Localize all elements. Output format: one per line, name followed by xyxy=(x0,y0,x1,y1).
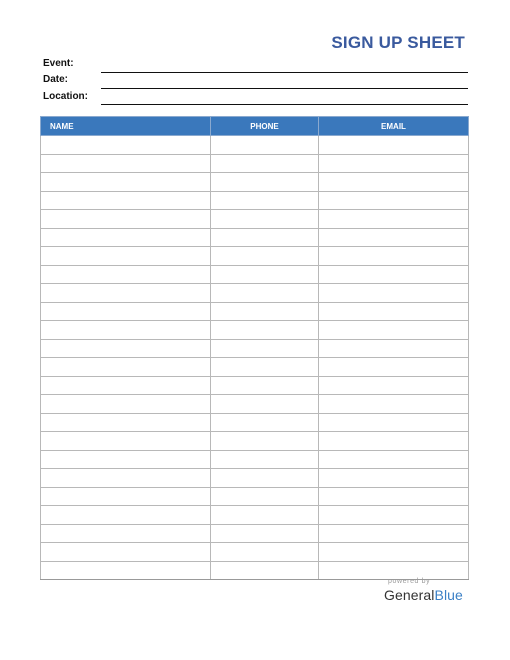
email-cell[interactable] xyxy=(319,228,469,247)
email-cell[interactable] xyxy=(319,173,469,192)
table-row xyxy=(41,561,469,580)
table-row xyxy=(41,265,469,284)
phone-cell[interactable] xyxy=(211,561,319,580)
phone-cell[interactable] xyxy=(211,395,319,414)
email-cell[interactable] xyxy=(319,432,469,451)
name-cell[interactable] xyxy=(41,284,211,303)
table-row xyxy=(41,302,469,321)
table-row xyxy=(41,506,469,525)
phone-cell[interactable] xyxy=(211,321,319,340)
brand-general-text: General xyxy=(384,587,435,603)
name-cell[interactable] xyxy=(41,265,211,284)
event-label: Event: xyxy=(43,58,74,69)
table-body xyxy=(41,136,469,580)
table-row xyxy=(41,395,469,414)
table-row xyxy=(41,247,469,266)
phone-cell[interactable] xyxy=(211,284,319,303)
email-cell[interactable] xyxy=(319,543,469,562)
location-label: Location: xyxy=(43,91,88,102)
phone-cell[interactable] xyxy=(211,228,319,247)
email-cell[interactable] xyxy=(319,154,469,173)
table-header-row xyxy=(41,117,469,136)
phone-cell[interactable] xyxy=(211,210,319,229)
name-cell[interactable] xyxy=(41,561,211,580)
email-cell[interactable] xyxy=(319,376,469,395)
table-row xyxy=(41,358,469,377)
table-row xyxy=(41,339,469,358)
table-row xyxy=(41,136,469,155)
phone-cell[interactable] xyxy=(211,487,319,506)
email-cell[interactable] xyxy=(319,469,469,488)
name-cell[interactable] xyxy=(41,487,211,506)
email-cell[interactable] xyxy=(319,395,469,414)
name-cell[interactable] xyxy=(41,302,211,321)
page-title: SIGN UP SHEET xyxy=(331,33,465,52)
table-row xyxy=(41,154,469,173)
phone-cell[interactable] xyxy=(211,543,319,562)
name-cell[interactable] xyxy=(41,210,211,229)
name-cell[interactable] xyxy=(41,450,211,469)
table-row xyxy=(41,376,469,395)
name-cell[interactable] xyxy=(41,432,211,451)
email-cell[interactable] xyxy=(319,191,469,210)
table-row xyxy=(41,284,469,303)
name-cell[interactable] xyxy=(41,376,211,395)
name-cell[interactable] xyxy=(41,191,211,210)
date-field[interactable] xyxy=(101,88,468,89)
name-cell[interactable] xyxy=(41,395,211,414)
email-cell[interactable] xyxy=(319,284,469,303)
event-field[interactable] xyxy=(101,72,468,73)
generalblue-logo xyxy=(384,587,463,603)
powered-by-text: powered by xyxy=(388,578,431,585)
phone-cell[interactable] xyxy=(211,450,319,469)
name-cell[interactable] xyxy=(41,413,211,432)
table-row xyxy=(41,450,469,469)
email-cell[interactable] xyxy=(319,265,469,284)
brand-blue-text: Blue xyxy=(434,587,463,603)
name-cell[interactable] xyxy=(41,543,211,562)
phone-cell[interactable] xyxy=(211,302,319,321)
email-cell[interactable] xyxy=(319,561,469,580)
email-cell[interactable] xyxy=(319,302,469,321)
column-header-name: NAME xyxy=(41,117,211,136)
table-row xyxy=(41,524,469,543)
name-cell[interactable] xyxy=(41,339,211,358)
phone-cell[interactable] xyxy=(211,191,319,210)
phone-cell[interactable] xyxy=(211,413,319,432)
phone-cell[interactable] xyxy=(211,339,319,358)
table-row xyxy=(41,173,469,192)
email-cell[interactable] xyxy=(319,136,469,155)
table-row xyxy=(41,228,469,247)
email-cell[interactable] xyxy=(319,210,469,229)
table-row xyxy=(41,543,469,562)
name-cell[interactable] xyxy=(41,358,211,377)
phone-cell[interactable] xyxy=(211,173,319,192)
email-cell[interactable] xyxy=(319,506,469,525)
email-cell[interactable] xyxy=(319,358,469,377)
table-row xyxy=(41,413,469,432)
name-cell[interactable] xyxy=(41,247,211,266)
table-row xyxy=(41,210,469,229)
name-cell[interactable] xyxy=(41,228,211,247)
phone-cell[interactable] xyxy=(211,506,319,525)
phone-cell[interactable] xyxy=(211,136,319,155)
email-cell[interactable] xyxy=(319,487,469,506)
name-cell[interactable] xyxy=(41,321,211,340)
name-cell[interactable] xyxy=(41,154,211,173)
table-row xyxy=(41,487,469,506)
phone-cell[interactable] xyxy=(211,469,319,488)
email-cell[interactable] xyxy=(319,321,469,340)
phone-cell[interactable] xyxy=(211,432,319,451)
email-cell[interactable] xyxy=(319,450,469,469)
name-cell[interactable] xyxy=(41,173,211,192)
phone-cell[interactable] xyxy=(211,358,319,377)
column-header-phone: PHONE xyxy=(211,117,319,136)
column-header-email: EMAIL xyxy=(319,117,469,136)
name-cell[interactable] xyxy=(41,506,211,525)
phone-cell[interactable] xyxy=(211,154,319,173)
table-row xyxy=(41,469,469,488)
table-row xyxy=(41,432,469,451)
name-cell[interactable] xyxy=(41,524,211,543)
email-cell[interactable] xyxy=(319,413,469,432)
location-field[interactable] xyxy=(101,104,468,105)
date-label: Date: xyxy=(43,74,69,85)
table-row xyxy=(41,321,469,340)
name-cell[interactable] xyxy=(41,469,211,488)
email-cell[interactable] xyxy=(319,339,469,358)
phone-cell[interactable] xyxy=(211,247,319,266)
email-cell[interactable] xyxy=(319,524,469,543)
table-row xyxy=(41,191,469,210)
email-cell[interactable] xyxy=(319,247,469,266)
phone-cell[interactable] xyxy=(211,376,319,395)
phone-cell[interactable] xyxy=(211,265,319,284)
signup-table xyxy=(40,116,469,580)
name-cell[interactable] xyxy=(41,136,211,155)
phone-cell[interactable] xyxy=(211,524,319,543)
